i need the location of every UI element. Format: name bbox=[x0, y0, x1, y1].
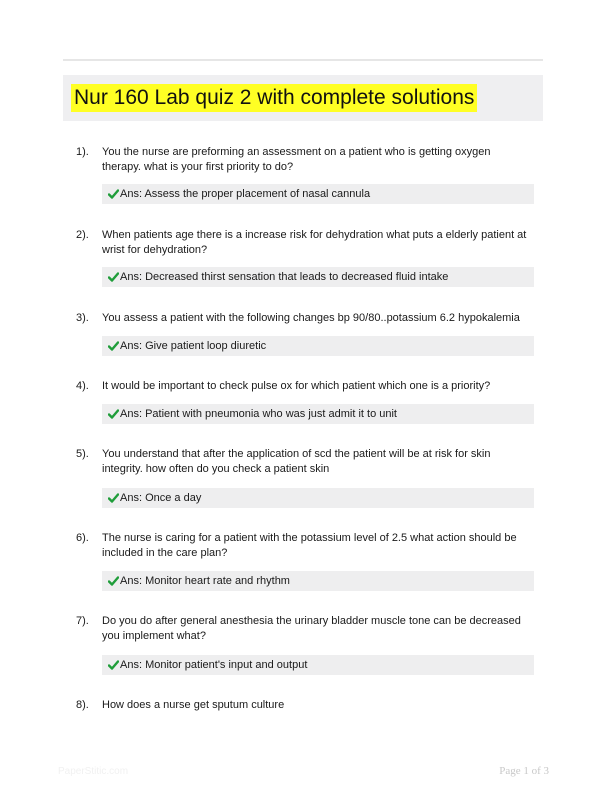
answer-box bbox=[102, 267, 534, 287]
answer-text: Ans: Assess the proper placement of nasal cannula bbox=[120, 188, 371, 200]
question-text: The nurse is caring for a patient with the potassium level of 2.5 what action should be included in the care plan? bbox=[102, 532, 517, 559]
question-text: It would be important to check pulse ox for which patient which one is a priority? bbox=[102, 380, 491, 392]
check-icon bbox=[108, 572, 119, 590]
question-number: 2). bbox=[76, 229, 89, 241]
check-icon bbox=[108, 337, 119, 355]
top-divider bbox=[63, 59, 543, 61]
check-icon bbox=[108, 489, 119, 507]
check-icon bbox=[108, 185, 119, 203]
question-number: 6). bbox=[76, 532, 89, 544]
question-text: How does a nurse get sputum culture bbox=[102, 699, 285, 711]
question-number: 7). bbox=[76, 615, 89, 627]
question-text: You the nurse are preforming an assessment on a patient who is getting oxygen therapy. what is your first priority to do? bbox=[102, 146, 491, 173]
question-number: 8). bbox=[76, 699, 89, 711]
answer-box bbox=[102, 488, 534, 508]
question-text: Do you do after general anesthesia the urinary bladder muscle tone can be decreased you implement what? bbox=[102, 615, 521, 642]
page-number: Page 1 of 3 bbox=[499, 765, 549, 777]
answer-box bbox=[102, 184, 534, 204]
answer-text: Ans: Monitor heart rate and rhythm bbox=[120, 575, 290, 587]
answer-box bbox=[102, 571, 534, 591]
answer-text: Ans: Once a day bbox=[120, 492, 202, 504]
answer-box bbox=[102, 404, 534, 424]
question-number: 4). bbox=[76, 380, 89, 392]
answer-box bbox=[102, 655, 534, 675]
document-title: Nur 160 Lab quiz 2 with complete solutions bbox=[71, 84, 477, 112]
answer-text: Ans: Give patient loop diuretic bbox=[120, 340, 267, 352]
answer-text: Ans: Patient with pneumonia who was just admit it to unit bbox=[120, 408, 397, 420]
question-number: 1). bbox=[76, 146, 89, 158]
check-icon bbox=[108, 268, 119, 286]
question-number: 3). bbox=[76, 312, 89, 324]
question-text: You assess a patient with the following changes bp 90/80..potassium 6.2 hypokalemia bbox=[102, 312, 520, 324]
check-icon bbox=[108, 656, 119, 674]
check-icon bbox=[108, 405, 119, 423]
question-text: When patients age there is a increase risk for dehydration what puts a elderly patient at wrist for dehydration? bbox=[102, 229, 527, 256]
question-text: You understand that after the application of scd the patient will be at risk for skin integrity. how often do you check a patient skin bbox=[102, 448, 491, 475]
question-number: 5). bbox=[76, 448, 89, 460]
answer-text: Ans: Monitor patient's input and output bbox=[120, 659, 308, 671]
answer-box bbox=[102, 336, 534, 356]
title-band bbox=[63, 75, 543, 121]
answer-text: Ans: Decreased thirst sensation that leads to decreased fluid intake bbox=[120, 271, 449, 283]
footer-watermark: PaperStitic.com bbox=[58, 766, 129, 777]
